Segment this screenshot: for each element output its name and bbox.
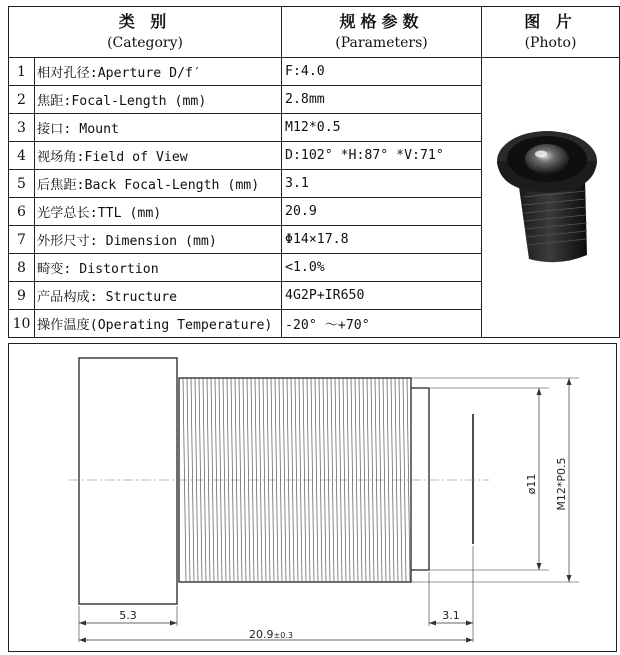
category-header xyxy=(9,7,282,58)
dim-total-tolerance: ±0.3 xyxy=(273,631,293,640)
row-value: 2.8mm xyxy=(282,86,482,114)
row-category: 视场角:Field of View xyxy=(35,142,282,170)
technical-drawing-box xyxy=(8,343,617,652)
row-number: 10 xyxy=(9,310,35,338)
row-category: 焦距:Focal-Length (mm) xyxy=(35,86,282,114)
row-value: M12*0.5 xyxy=(282,114,482,142)
row-value: <1.0% xyxy=(282,254,482,282)
row-number: 7 xyxy=(9,226,35,254)
row-category: 产品构成: Structure xyxy=(35,282,282,310)
row-number: 1 xyxy=(9,58,35,86)
rear-step xyxy=(411,388,429,570)
photo-cell xyxy=(482,58,620,338)
dim-total-label xyxy=(249,628,293,641)
category-header-cn: 类 别 xyxy=(118,12,172,31)
lens-technical-drawing xyxy=(9,344,616,651)
row-value: 3.1 xyxy=(282,170,482,198)
front-barrel xyxy=(79,358,177,604)
row-category: 后焦距:Back Focal-Length (mm) xyxy=(35,170,282,198)
table-header-row xyxy=(9,7,620,58)
row-category: 外形尺寸: Dimension (mm) xyxy=(35,226,282,254)
parameters-header xyxy=(282,7,482,58)
row-category: 接口: Mount xyxy=(35,114,282,142)
dim-thread-label: M12*P0.5 xyxy=(555,457,568,511)
photo-header-cn: 图 片 xyxy=(524,12,577,31)
dim-back-focal-label: 3.1 xyxy=(442,609,460,622)
category-header-en: (Category) xyxy=(107,35,183,51)
row-value: 20.9 xyxy=(282,198,482,226)
dim-front-label: 5.3 xyxy=(119,609,137,622)
row-value: 4G2P+IR650 xyxy=(282,282,482,310)
row-number: 8 xyxy=(9,254,35,282)
spec-table xyxy=(8,6,620,338)
thread-line xyxy=(223,378,226,582)
row-number: 5 xyxy=(9,170,35,198)
thread-line xyxy=(403,378,406,582)
row-number: 6 xyxy=(9,198,35,226)
photo-header xyxy=(482,7,620,58)
table-row xyxy=(9,58,620,86)
row-number: 4 xyxy=(9,142,35,170)
row-number: 3 xyxy=(9,114,35,142)
row-category: 畸变: Distortion xyxy=(35,254,282,282)
thread-line xyxy=(331,378,334,582)
row-category: 光学总长:TTL (mm) xyxy=(35,198,282,226)
row-number: 9 xyxy=(9,282,35,310)
row-category: 相对孔径:Aperture D/f′ xyxy=(35,58,282,86)
parameters-header-en: (Parameters) xyxy=(335,35,428,51)
photo-header-en: (Photo) xyxy=(524,35,577,51)
dim-total-value: 20.9 xyxy=(249,628,274,641)
row-value: D:102° *H:87° *V:71° xyxy=(282,142,482,170)
thread-line xyxy=(187,378,190,582)
row-value: -20° ～+70° xyxy=(282,310,482,338)
thread-line xyxy=(295,378,298,582)
row-number: 2 xyxy=(9,86,35,114)
lens-photo xyxy=(489,121,613,271)
parameters-header-cn: 规格参数 xyxy=(339,12,424,31)
row-category: 操作温度(Operating Temperature) xyxy=(35,310,282,338)
thread-line xyxy=(259,378,262,582)
dim-bore-label: ø11 xyxy=(525,473,538,495)
row-value: Φ14×17.8 xyxy=(282,226,482,254)
thread-line xyxy=(367,378,370,582)
dimension-lines xyxy=(79,378,569,640)
row-value: F:4.0 xyxy=(282,58,482,86)
